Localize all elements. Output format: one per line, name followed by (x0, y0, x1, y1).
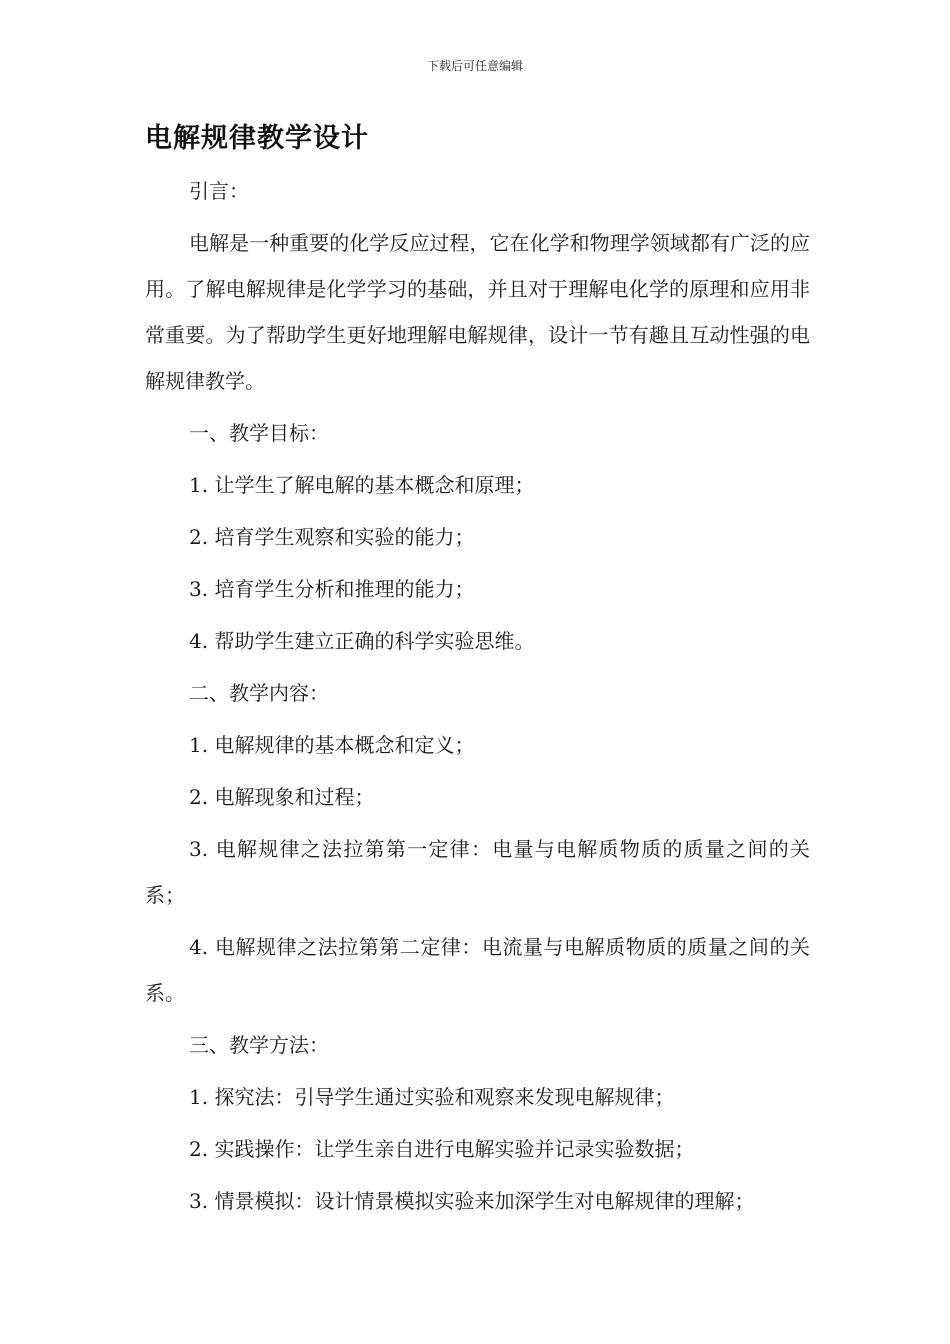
section-heading-methods: 三、教学方法： (189, 1033, 329, 1057)
header-note: 下载后可任意编辑 (426, 59, 523, 73)
list-item: 2. 实践操作：让学生亲自进行电解实验并记录实验数据； (189, 1137, 695, 1161)
list-item: 3. 电解规律之法拉第第一定律：电量与电解质物质的质量之间的关系； (145, 837, 810, 907)
list-item: 4. 电解规律之法拉第第二定律：电流量与电解质物质的质量之间的关系。 (145, 935, 810, 1005)
list-item: 2. 培育学生观察和实验的能力； (189, 525, 475, 549)
list-item: 1. 探究法：引导学生通过实验和观察来发现电解规律； (189, 1085, 675, 1109)
document-title: 电解规律教学设计 (145, 123, 369, 154)
document-body (145, 168, 810, 1230)
list-item: 3. 情景模拟：设计情景模拟实验来加深学生对电解规律的理解； (189, 1189, 755, 1213)
intro-label: 引言： (189, 179, 249, 203)
list-item: 3. 培育学生分析和推理的能力； (189, 577, 475, 601)
list-item: 2. 电解现象和过程； (189, 785, 375, 809)
intro-paragraph: 电解是一种重要的化学反应过程，它在化学和物理学领域都有广泛的应用。了解电解规律是化学学习的基础，并且对于理解电化学的原理和应用非常重要。为了帮助学生更好地理解电解规律，设计一节有趣且互动性强的电解规律教学。 (145, 231, 810, 393)
list-item: 1. 让学生了解电解的基本概念和原理； (189, 473, 535, 497)
section-heading-content: 二、教学内容： (189, 681, 329, 705)
list-item: 1. 电解规律的基本概念和定义； (189, 733, 475, 757)
section-heading-goals: 一、教学目标： (189, 421, 329, 445)
list-item: 4. 帮助学生建立正确的科学实验思维。 (189, 629, 535, 653)
